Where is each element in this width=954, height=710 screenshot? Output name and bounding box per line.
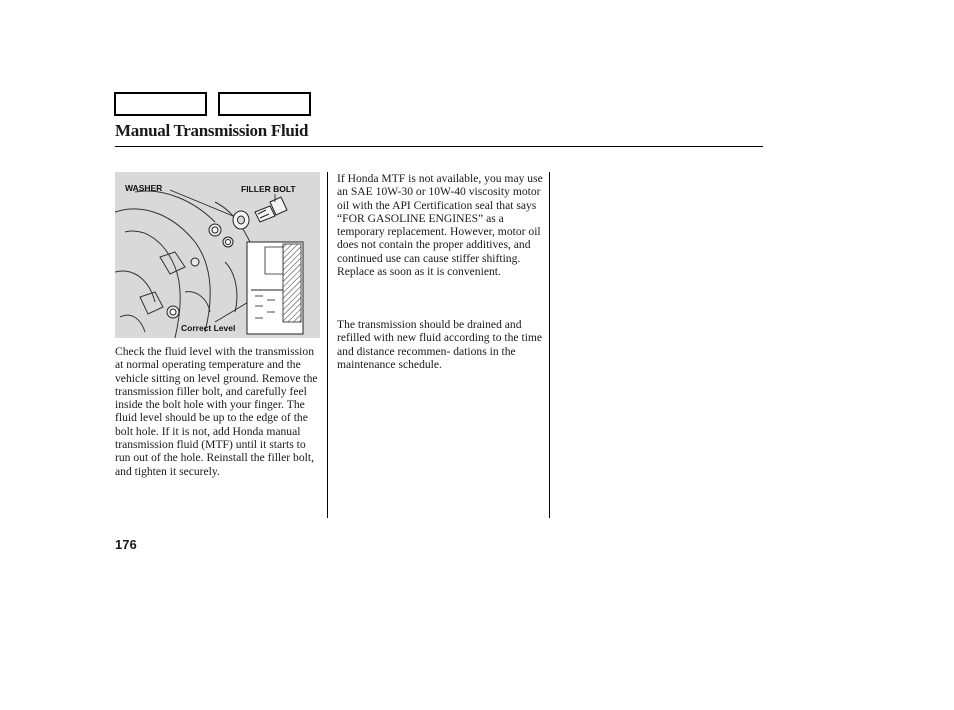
column-divider-2 (549, 172, 550, 518)
transmission-filler-illustration (115, 172, 320, 338)
figure-label-washer: WASHER (125, 183, 163, 193)
body-paragraph-drain-refill: The transmission should be drained and refilled with new fluid according to the time and distance recommen- dations in the maintenance schedule. (337, 318, 543, 371)
body-paragraph-check-level: Check the fluid level with the transmission at normal operating temperature and the vehicle sitting on level ground. Remove the transmission filler bolt, and carefully feel inside the bolt hole with your finger. The fluid level should be up to the edge of the bolt hole. If it is not, add Honda manual transmission fluid (MTF) until it starts to run out of the hole. Reinstall the filler bolt, and tighten it securely. (115, 345, 318, 478)
column-divider-1 (327, 172, 328, 518)
page-number: 176 (115, 537, 137, 552)
page-title: Manual Transmission Fluid (115, 121, 309, 140)
figure-label-filler-bolt: FILLER BOLT (241, 184, 296, 194)
title-rule (115, 146, 763, 147)
transmission-drawing (115, 172, 320, 338)
nav-tab-box-1[interactable] (114, 92, 207, 116)
body-paragraph-substitute-oil: If Honda MTF is not available, you may use an SAE 10W-30 or 10W-40 viscosity motor oil with the API Certification seal that says “FOR GASOLINE ENGINES” as a temporary replacement. However, motor oil does not contain the proper additives, and continued use can cause stiffer shifting. Replace as soon as it is convenient. (337, 172, 543, 279)
figure-label-correct-level: Correct Level (181, 323, 236, 333)
nav-tab-box-2[interactable] (218, 92, 311, 116)
